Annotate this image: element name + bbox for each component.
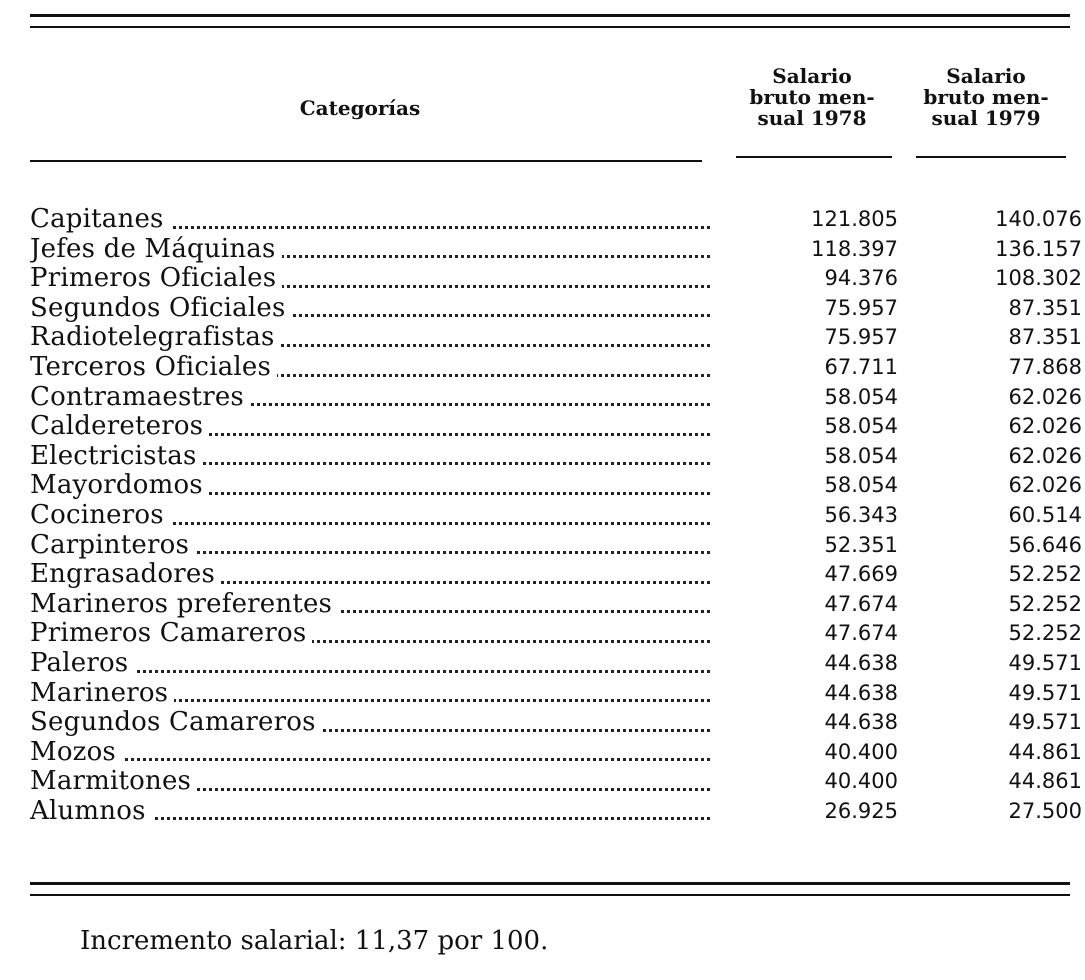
- row-salary-1978: 44.638: [824, 710, 898, 735]
- salary-increase-note: Incremento salarial: 11,37 por 100.: [80, 926, 549, 956]
- bottom-rule-2: [30, 894, 1070, 896]
- table-row: [30, 323, 1082, 353]
- row-salary-1979: 52.252: [1008, 562, 1082, 587]
- row-category: [30, 590, 710, 620]
- row-category-label: Carpinteros: [30, 531, 195, 560]
- row-category-label: Marineros preferentes: [30, 590, 338, 619]
- table-row: [30, 648, 1082, 679]
- row-salary-1979: 62.026: [1008, 443, 1082, 468]
- top-rule-2: [30, 26, 1070, 28]
- row-salary-1979: 52.252: [1008, 621, 1082, 646]
- table-row: [30, 530, 1082, 561]
- table-row: [30, 767, 1082, 797]
- row-category: [30, 323, 710, 353]
- row-salary-1979: 49.571: [1008, 650, 1082, 675]
- table-row: [30, 234, 1082, 265]
- row-category: [30, 442, 710, 472]
- row-category-label: Capitanes: [30, 205, 170, 234]
- header-1978-line-3: sual 1978: [757, 106, 867, 130]
- row-category: [30, 471, 710, 501]
- row-category-label: Primeros Camareros: [30, 619, 312, 648]
- table-row: [30, 264, 1082, 294]
- row-category: [30, 412, 710, 442]
- row-category: [30, 619, 710, 649]
- bottom-rule-1: [30, 882, 1070, 885]
- header-1979-line-2: bruto men-: [923, 85, 1049, 109]
- row-category-label: Mayordomos: [30, 471, 209, 500]
- header-underline-1978: [736, 156, 892, 158]
- row-category: [30, 797, 710, 827]
- row-salary-1979: 56.646: [1008, 532, 1082, 557]
- table-row: [30, 708, 1082, 738]
- row-category: [30, 738, 710, 768]
- row-category: [30, 235, 710, 265]
- row-salary-1979: 77.868: [1008, 354, 1082, 379]
- row-category-label: Segundos Camareros: [30, 708, 322, 737]
- table-row: [30, 382, 1082, 413]
- row-category-label: Caldereteros: [30, 412, 209, 441]
- row-category: [30, 708, 710, 738]
- row-salary-1978: 44.638: [824, 680, 898, 705]
- row-category-label: Jefes de Máquinas: [30, 235, 282, 264]
- table-row: [30, 412, 1082, 442]
- row-category: [30, 679, 710, 709]
- top-rule-1: [30, 14, 1070, 17]
- row-salary-1978: 44.638: [824, 650, 898, 675]
- row-salary-1979: 87.351: [1008, 295, 1082, 320]
- row-salary-1979: 87.351: [1008, 325, 1082, 350]
- row-salary-1978: 118.397: [811, 236, 898, 261]
- table-row: [30, 441, 1082, 472]
- row-salary-1978: 58.054: [824, 414, 898, 439]
- table-row: [30, 352, 1082, 383]
- table-row: [30, 205, 1082, 235]
- row-category-label: Engrasadores: [30, 560, 221, 589]
- row-category-label: Radiotelegrafistas: [30, 323, 281, 352]
- row-category-label: Primeros Oficiales: [30, 264, 282, 293]
- table-row: [30, 560, 1082, 590]
- row-category: [30, 205, 710, 235]
- row-salary-1978: 58.054: [824, 473, 898, 498]
- salary-table-body: [30, 205, 1082, 826]
- row-salary-1978: 94.376: [824, 266, 898, 291]
- row-salary-1979: 62.026: [1008, 473, 1082, 498]
- row-salary-1979: 44.861: [1008, 739, 1082, 764]
- row-salary-1978: 47.674: [824, 621, 898, 646]
- row-category-label: Contramaestres: [30, 383, 250, 412]
- row-category-label: Marineros: [30, 679, 174, 708]
- header-category: Categorías: [299, 96, 421, 120]
- row-category-label: Electricistas: [30, 442, 203, 471]
- header-salary-1979: [906, 66, 1066, 129]
- row-salary-1979: 49.571: [1008, 680, 1082, 705]
- table-row: [30, 471, 1082, 501]
- row-salary-1978: 121.805: [811, 207, 898, 231]
- row-salary-1979: 62.026: [1008, 384, 1082, 409]
- row-salary-1978: 47.674: [824, 591, 898, 616]
- row-salary-1978: 58.054: [824, 384, 898, 409]
- row-category-label: Terceros Oficiales: [30, 353, 277, 382]
- row-salary-1978: 52.351: [824, 532, 898, 557]
- row-category-label: Paleros: [30, 649, 134, 678]
- table-row: [30, 737, 1082, 768]
- row-salary-1979: 108.302: [995, 266, 1082, 291]
- table-row: [30, 619, 1082, 649]
- header-underline-category: [30, 160, 702, 162]
- row-category: [30, 767, 710, 797]
- header-1978-line-2: bruto men-: [749, 85, 875, 109]
- row-category-label: Alumnos: [30, 797, 152, 826]
- row-category: [30, 501, 710, 531]
- header-underline-1979: [916, 156, 1066, 158]
- header-1979-line-1: Salario: [946, 64, 1026, 88]
- row-category: [30, 649, 710, 679]
- row-salary-1978: 40.400: [824, 769, 898, 794]
- row-category-label: Mozos: [30, 738, 122, 767]
- row-salary-1979: 49.571: [1008, 710, 1082, 735]
- row-salary-1979: 52.252: [1008, 591, 1082, 616]
- row-salary-1978: 75.957: [824, 295, 898, 320]
- row-category: [30, 264, 710, 294]
- dot-leader: [30, 758, 710, 761]
- row-salary-1979: 44.861: [1008, 769, 1082, 794]
- row-salary-1978: 40.400: [824, 739, 898, 764]
- header-salary-1978: [732, 66, 892, 129]
- row-salary-1979: 140.076: [995, 207, 1082, 231]
- table-row: [30, 589, 1082, 620]
- row-category: [30, 531, 710, 561]
- row-category: [30, 560, 710, 590]
- row-salary-1978: 75.957: [824, 325, 898, 350]
- row-salary-1979: 27.500: [1008, 798, 1082, 823]
- row-category: [30, 353, 710, 383]
- row-salary-1978: 56.343: [824, 502, 898, 527]
- table-row: [30, 293, 1082, 324]
- table-row: [30, 796, 1082, 827]
- row-category: [30, 383, 710, 413]
- row-salary-1978: 47.669: [824, 562, 898, 587]
- header-1978-line-1: Salario: [772, 64, 852, 88]
- row-category-label: Marmitones: [30, 767, 197, 796]
- row-category: [30, 294, 710, 324]
- row-salary-1978: 58.054: [824, 443, 898, 468]
- row-category-label: Segundos Oficiales: [30, 294, 292, 323]
- table-row: [30, 678, 1082, 709]
- row-salary-1979: 136.157: [995, 236, 1082, 261]
- header-1979-line-3: sual 1979: [931, 106, 1041, 130]
- row-salary-1978: 67.711: [824, 354, 898, 379]
- row-salary-1979: 62.026: [1008, 414, 1082, 439]
- row-salary-1979: 60.514: [1008, 502, 1082, 527]
- table-row: [30, 500, 1082, 531]
- row-category-label: Cocineros: [30, 501, 170, 530]
- row-salary-1978: 26.925: [824, 798, 898, 823]
